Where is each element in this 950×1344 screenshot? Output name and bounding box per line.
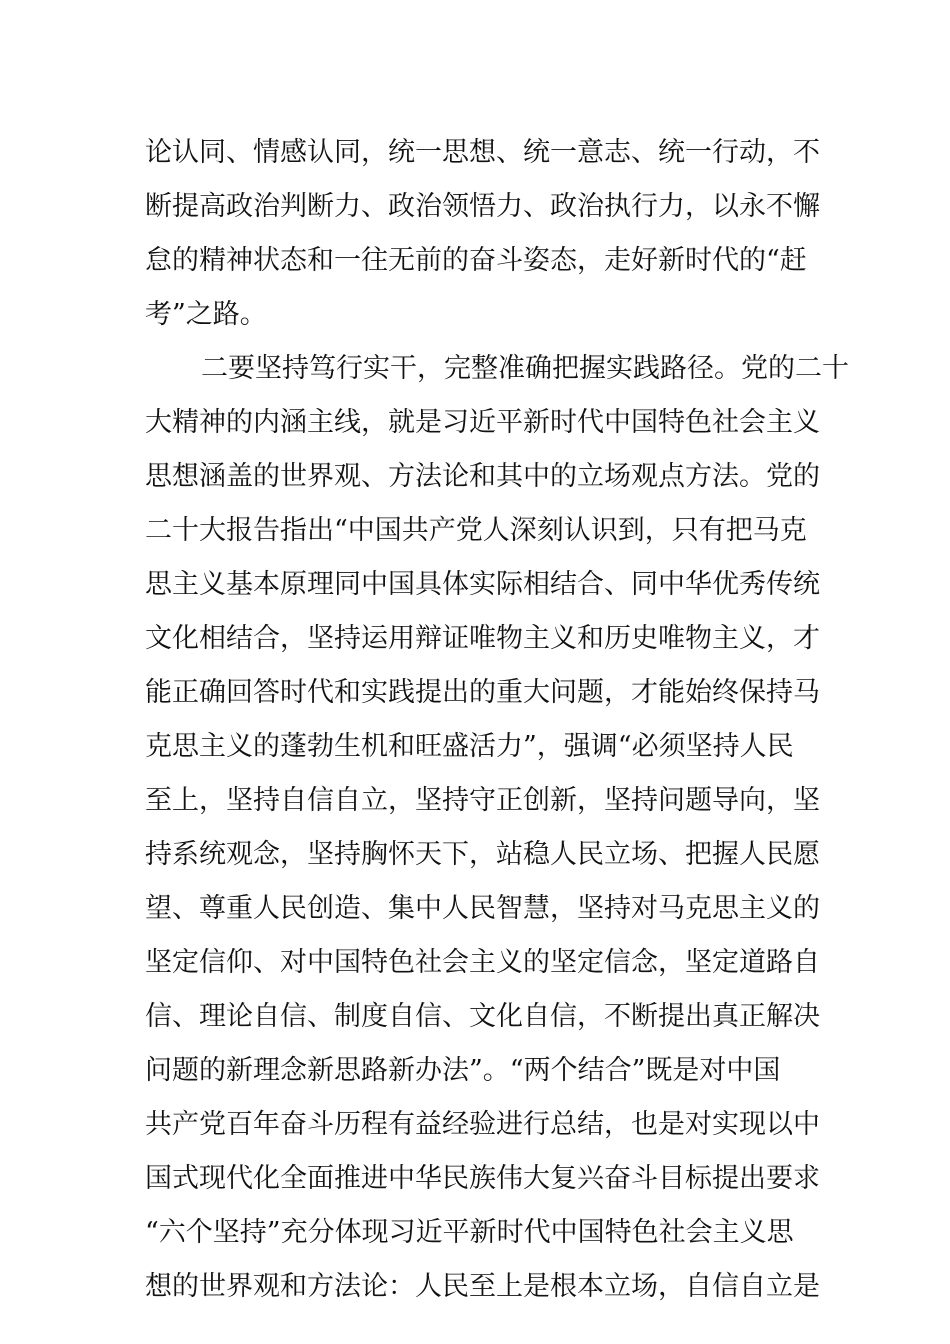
text-line: 问题的新理念新思路新办法”。“两个结合”既是对中国 — [145, 1055, 781, 1086]
text-line: 信、理论自信、制度自信、文化自信，不断提出真正解决 — [145, 1001, 820, 1032]
text-line: 怠的精神状态和一往无前的奋斗姿态，走好新时代的“赶 — [145, 245, 807, 276]
text-line: 国式现代化全面推进中华民族伟大复兴奋斗目标提出要求 — [145, 1163, 820, 1194]
body-text — [145, 126, 849, 1314]
text-line: 至上，坚持自信自立，坚持守正创新，坚持问题导向，坚 — [145, 785, 820, 816]
text-line: 考”之路。 — [145, 299, 267, 330]
text-line: 想的世界观和方法论：人民至上是根本立场，自信自立是 — [145, 1271, 820, 1302]
text-line: 思主义基本原理同中国具体实际相结合、同中华优秀传统 — [145, 569, 820, 600]
text-line: 持系统观念，坚持胸怀天下，站稳人民立场、把握人民愿 — [145, 839, 820, 870]
text-line: 共产党百年奋斗历程有益经验进行总结，也是对实现以中 — [145, 1109, 820, 1140]
text-line: 克思主义的蓬勃生机和旺盛活力”，强调“必须坚持人民 — [145, 731, 794, 762]
text-line: “六个坚持”充分体现习近平新时代中国特色社会主义思 — [145, 1217, 794, 1248]
text-line: 大精神的内涵主线，就是习近平新时代中国特色社会主义 — [145, 407, 820, 438]
text-line: 望、尊重人民创造、集中人民智慧，坚持对马克思主义的 — [145, 893, 820, 924]
text-line: 能正确回答时代和实践提出的重大问题，才能始终保持马 — [145, 677, 820, 708]
text-line: 思想涵盖的世界观、方法论和其中的立场观点方法。党的 — [145, 461, 820, 492]
text-line: 二十大报告指出“中国共产党人深刻认识到，只有把马克 — [145, 515, 807, 546]
text-line: 坚定信仰、对中国特色社会主义的坚定信念，坚定道路自 — [145, 947, 820, 978]
text-line: 文化相结合，坚持运用辩证唯物主义和历史唯物主义，才 — [145, 623, 820, 654]
text-line: 论认同、情感认同，统一思想、统一意志、统一行动，不 — [145, 137, 820, 168]
text-line: 断提高政治判断力、政治领悟力、政治执行力，以永不懈 — [145, 191, 820, 222]
paragraph-first-line: 二要坚持笃行实干，完整准确把握实践路径。党的二十 — [201, 353, 849, 384]
